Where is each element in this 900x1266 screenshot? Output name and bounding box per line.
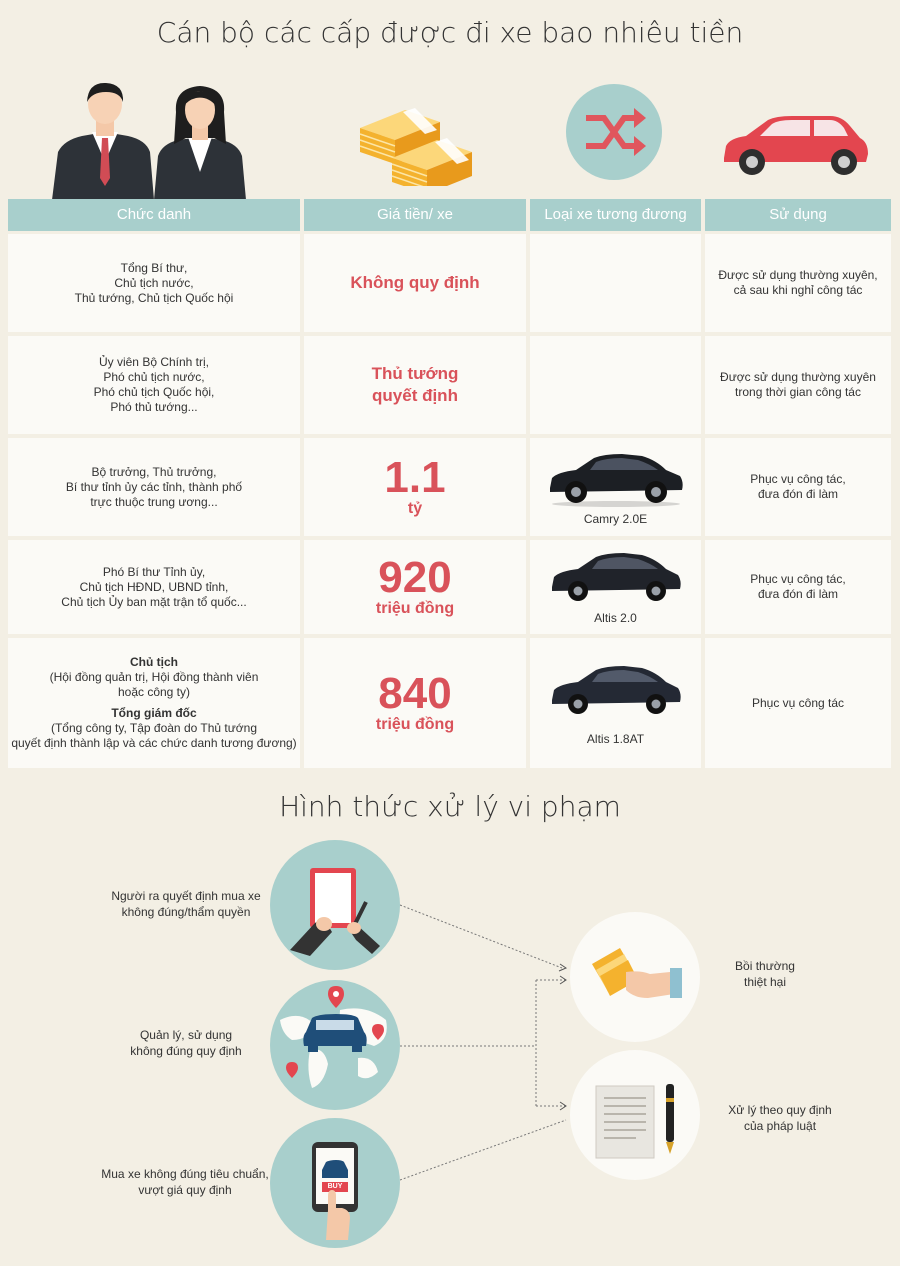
- position-line: Bộ trưởng, Thủ trưởng,: [91, 464, 217, 479]
- world-map-car-icon: [270, 980, 400, 1110]
- violation-line: Mua xe không đúng tiêu chuẩn,: [101, 1167, 269, 1181]
- position-line: Phó chủ tịch nước,: [103, 370, 205, 384]
- page-title: Cán bộ các cấp được đi xe bao nhiêu tiền: [156, 16, 744, 49]
- usage-line: Phục vụ công tác,: [750, 572, 846, 586]
- price-unit: tỷ: [407, 500, 423, 517]
- header-price: Giá tiền/ xe: [304, 199, 526, 231]
- price-value: Không quy định: [350, 273, 480, 292]
- price-value: quyết định: [372, 386, 458, 405]
- violation-line: không đúng/thẩm quyền: [121, 905, 251, 919]
- position-line: Phó thủ tướng...: [110, 400, 198, 414]
- violation-line: Người ra quyết định mua xe: [111, 889, 261, 903]
- position-line: Thủ tướng, Chủ tịch Quốc hội: [74, 290, 234, 305]
- price-unit: triệu đồng: [375, 716, 455, 733]
- violation-label: [96, 1027, 276, 1059]
- signing-document-icon: [270, 840, 400, 970]
- position-line: Phó Bí thư Tỉnh ủy,: [102, 564, 206, 579]
- header-car-type: Loại xe tương đương: [530, 199, 701, 231]
- usage-line: cả sau khi nghỉ công tác: [733, 283, 863, 297]
- car-model: Altis 1.8AT: [586, 731, 645, 746]
- position-line: Chủ tịch Ủy ban mặt trận tổ quốc...: [61, 594, 247, 609]
- position-heading: Tổng giám đốc: [111, 706, 197, 720]
- violation-line: Quản lý, sử dụng: [139, 1028, 233, 1042]
- outcome-label: [700, 1102, 860, 1134]
- money-hand-icon: [570, 912, 700, 1042]
- car-model: Altis 2.0: [594, 610, 637, 625]
- position-line: (Hội đồng quản trị, Hội đồng thành viên: [49, 670, 259, 684]
- usage-line: Phục vụ công tác,: [750, 472, 846, 486]
- document-pen-icon: [570, 1050, 700, 1180]
- usage-line: Được sử dụng thường xuyên,: [718, 268, 878, 282]
- outcome-line: của pháp luật: [743, 1119, 817, 1133]
- section-title: Hình thức xử lý vi phạm: [279, 790, 621, 823]
- price-value: 840: [378, 669, 452, 718]
- outcome-line: thiệt hại: [743, 975, 787, 989]
- car-model: Camry 2.0E: [583, 511, 648, 526]
- header-title: Chức danh: [8, 199, 300, 231]
- buy-tablet-icon: [270, 1118, 400, 1248]
- position-line: trực thuộc trung ương...: [90, 494, 218, 509]
- violation-label: [90, 1166, 280, 1198]
- usage-line: đưa đón đi làm: [757, 487, 839, 501]
- position-line: Bí thư tỉnh ủy các tỉnh, thành phố: [65, 479, 243, 494]
- position-line: Chủ tịch nước,: [114, 275, 194, 290]
- position-line: Chủ tịch HĐND, UBND tỉnh,: [79, 579, 229, 594]
- header-usage: Sử dụng: [705, 199, 891, 231]
- usage-line: đưa đón đi làm: [757, 587, 839, 601]
- price-value: Thủ tướng: [371, 364, 459, 383]
- position-line: (Tổng công ty, Tập đoàn do Thủ tướng: [50, 721, 258, 735]
- violation-line: vượt giá quy định: [138, 1183, 232, 1197]
- price-unit: triệu đồng: [375, 600, 455, 617]
- outcome-line: Bồi thường: [735, 959, 795, 973]
- price-value: 1.1: [384, 453, 446, 502]
- usage-line: Phục vụ công tác: [751, 695, 845, 710]
- usage-line: trong thời gian công tác: [735, 385, 861, 399]
- violation-line: không đúng quy định: [130, 1044, 242, 1058]
- position-heading: Chủ tịch: [130, 655, 178, 669]
- outcome-label: [700, 958, 830, 990]
- price-value: 920: [378, 553, 452, 602]
- position-line: Ủy viên Bộ Chính trị,: [98, 355, 210, 369]
- outcome-line: Xử lý theo quy định: [728, 1103, 832, 1117]
- position-line: hoặc công ty): [117, 685, 191, 699]
- violation-label: [96, 888, 276, 920]
- buy-label: BUY: [327, 1183, 343, 1190]
- position-line: quyết định thành lập và các chức danh tương đương): [11, 736, 297, 750]
- position-line: Phó chủ tịch Quốc hội,: [93, 385, 215, 399]
- position-line: Tổng Bí thư,: [120, 260, 188, 275]
- usage-line: Được sử dụng thường xuyên: [720, 370, 876, 384]
